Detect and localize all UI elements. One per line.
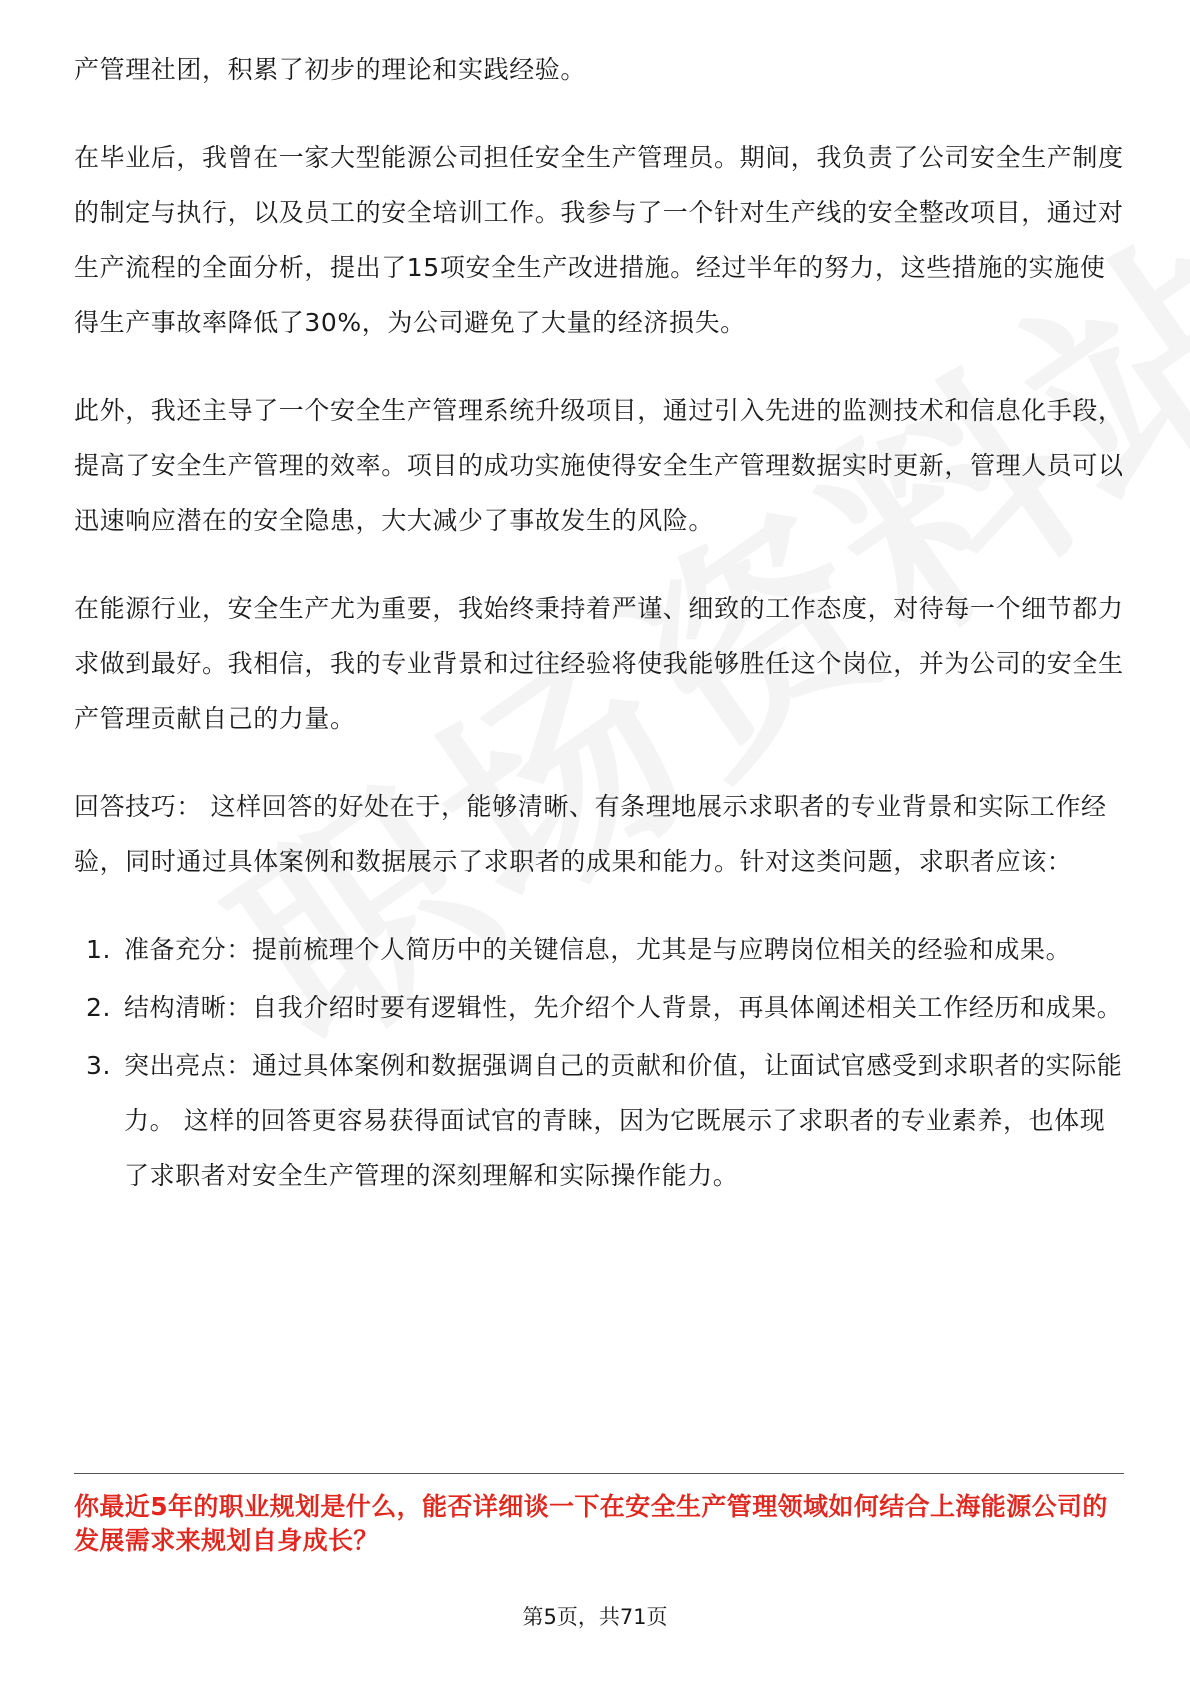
list-item-number: 3. xyxy=(86,1051,112,1080)
tips-list xyxy=(74,922,1124,1203)
list-item-text: 准备充分：提前梳理个人简历中的关键信息，尤其是与应聘岗位相关的经验和成果。 xyxy=(124,935,1072,964)
section-divider xyxy=(74,1473,1124,1474)
list-item-number: 1. xyxy=(86,935,112,964)
answer-body xyxy=(74,42,1124,1206)
list-item xyxy=(74,922,1124,977)
list-item-text: 结构清晰：自我介绍时要有逻辑性，先介绍个人背景，再具体阐述相关工作经历和成果。 xyxy=(124,993,1123,1022)
paragraph-continuation: 产管理社团，积累了初步的理论和实践经验。 xyxy=(74,55,587,84)
list-item xyxy=(74,980,1124,1035)
next-question-heading: 你最近5年的职业规划是什么，能否详细谈一下在安全生产管理领域如何结合上海能源公司的发展需求来规划自身成长？ xyxy=(74,1492,1108,1555)
page-number: 第5页，共71页 xyxy=(522,1605,668,1629)
list-item xyxy=(74,1038,1124,1203)
list-item-number: 2. xyxy=(86,993,112,1022)
paragraph-answer-tips: 回答技巧： 这样回答的好处在于，能够清晰、有条理地展示求职者的专业背景和实际工作经验，同时通过具体案例和数据展示了求职者的成果和能力。针对这类问题，求职者应该： xyxy=(74,792,1107,876)
paragraph-system-upgrade: 此外，我还主导了一个安全生产管理系统升级项目，通过引入先进的监测技术和信息化手段，提高了安全生产管理的效率。项目的成功实施使得安全生产管理数据实时更新，管理人员可以迅速响应潜在的安全隐患，大大减少了事故发生的风险。 xyxy=(74,396,1124,535)
list-item-text: 突出亮点：通过具体案例和数据强调自己的贡献和价值，让面试官感受到求职者的实际能力。 这样的回答更容易获得面试官的青睐，因为它既展示了求职者的专业素养，也体现了求职者对安全生产管理的深刻理解和实际操作能力。 xyxy=(124,1051,1123,1190)
paragraph-conclusion: 在能源行业，安全生产尤为重要，我始终秉持着严谨、细致的工作态度，对待每一个细节都力求做到最好。我相信，我的专业背景和过往经验将使我能够胜任这个岗位，并为公司的安全生产管理贡献自己的力量。 xyxy=(74,594,1124,733)
paragraph-work-experience: 在毕业后，我曾在一家大型能源公司担任安全生产管理员。期间，我负责了公司安全生产制度的制定与执行，以及员工的安全培训工作。我参与了一个针对生产线的安全整改项目，通过对生产流程的全面分析，提出了15项安全生产改进措施。经过半年的努力，这些措施的实施使得生产事故率降低了30%，为公司避免了大量的经济损失。 xyxy=(74,143,1124,337)
